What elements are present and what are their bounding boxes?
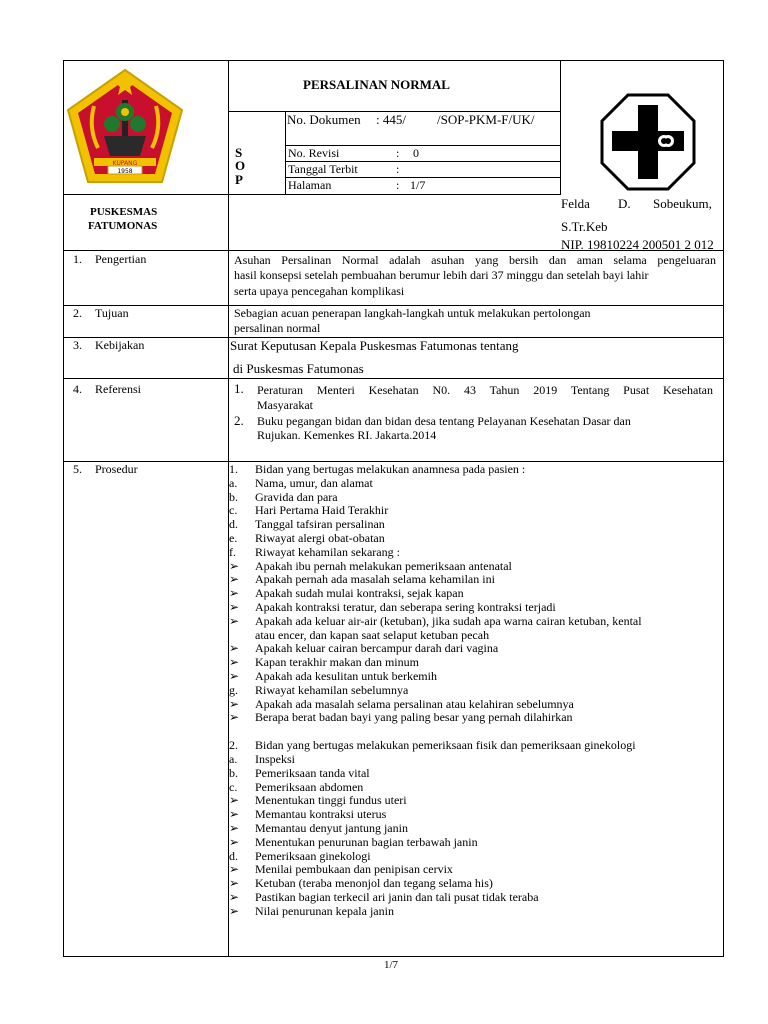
- list-item-text: Bidan yang bertugas melakukan pemeriksaan fisik dan pemeriksaan ginekologi: [255, 738, 636, 753]
- list-marker: d.: [229, 517, 238, 532]
- list-marker: f.: [229, 544, 236, 559]
- list-item-text: Apakah kontraksi teratur, dan seberapa sering kontraksi terjadi: [255, 599, 556, 614]
- kebijakan-num: 3.: [73, 338, 82, 352]
- halaman-colon: :: [396, 178, 400, 192]
- list-item-text: Apakah sudah mulai kontraksi, sejak kapan: [255, 586, 464, 601]
- no-dokumen-value: : 445/: [376, 112, 406, 127]
- prosedur-list-item: [229, 905, 719, 919]
- prosedur-list-item: [229, 656, 719, 670]
- kebijakan-line-2: di Puskesmas Fatumonas: [233, 361, 364, 376]
- prosedur-list-item: [229, 615, 719, 643]
- arrow-bullet-icon: ➢: [229, 889, 240, 904]
- prosedur-list-item: [229, 781, 719, 795]
- prosedur-list-item: [229, 560, 719, 574]
- prosedur-list-item: [229, 463, 719, 477]
- tanggal-terbit-label: Tanggal Terbit: [288, 162, 358, 176]
- arrow-bullet-icon: ➢: [229, 655, 240, 670]
- list-item-text: Apakah pernah ada masalah selama kehamilan ini: [255, 572, 495, 587]
- tujuan-label: Tujuan: [95, 306, 129, 320]
- prosedur-list: [229, 463, 719, 919]
- list-item-text: Apakah ada kesulitan untuk berkemih: [255, 668, 437, 683]
- arrow-bullet-icon: ➢: [229, 586, 240, 601]
- arrow-bullet-icon: ➢: [229, 558, 240, 573]
- prosedur-list-item: [229, 794, 719, 808]
- puskesmas-cross-logo: [600, 93, 696, 191]
- list-marker: a.: [229, 475, 238, 490]
- list-marker: d.: [229, 848, 238, 863]
- prosedur-list-item: [229, 532, 719, 546]
- list-item-text: Memantau denyut jantung janin: [255, 820, 408, 835]
- arrow-bullet-icon: ➢: [229, 613, 240, 628]
- list-item-text: Pastikan bagian terkecil ari janin dan tali pusat tidak teraba: [255, 889, 539, 904]
- list-item-text: Apakah ibu pernah melakukan pemeriksaan antenatal: [255, 558, 512, 573]
- no-revisi-label: No. Revisi: [288, 146, 340, 160]
- arrow-bullet-icon: ➢: [229, 876, 240, 891]
- prosedur-list-item: [229, 546, 719, 560]
- referensi-item-1-line-1: Peraturan Menteri Kesehatan N0. 43 Tahun 2019 Tentang Pusat Kesehatan: [257, 383, 713, 397]
- tujuan-line-2: persalinan normal: [234, 321, 321, 335]
- sop-letter-p: P: [235, 172, 243, 187]
- no-dokumen-label: No. Dokumen: [287, 112, 361, 127]
- prosedur-list-item: [229, 739, 719, 753]
- prosedur-num: 5.: [73, 462, 82, 476]
- no-revisi-value: 0: [413, 146, 419, 160]
- prosedur-list-item: [229, 518, 719, 532]
- list-item-text: Bidan yang bertugas melakukan anamnesa pada pasien :: [255, 462, 526, 476]
- halaman-value: 1/7: [410, 178, 426, 192]
- arrow-bullet-icon: ➢: [229, 820, 240, 835]
- pengertian-line-1: Asuhan Persalinan Normal adalah asuhan yang bersih dan aman selama pengeluaran: [234, 253, 716, 267]
- halaman-label: Halaman: [288, 178, 332, 192]
- prosedur-list-item: [229, 822, 719, 836]
- pengertian-line-2: hasil konsepsi setelah pembuahan berumur lebih dari 37 minggu dan setelah bayi lahir: [234, 268, 649, 282]
- no-dokumen-suffix: /SOP-PKM-F/UK/: [437, 112, 535, 127]
- list-item-text: Menilai pembukaan dan penipisan cervix: [255, 862, 453, 877]
- signer-first: Felda: [561, 196, 590, 211]
- list-item-text: Pemeriksaan tanda vital: [255, 765, 370, 780]
- prosedur-label: Prosedur: [95, 462, 138, 476]
- signer-last: Sobeukum,: [653, 196, 712, 211]
- referensi-label: Referensi: [95, 382, 141, 396]
- svg-text:KUPANG: KUPANG: [112, 160, 138, 167]
- pengertian-num: 1.: [73, 252, 82, 266]
- prosedur-list-item: [229, 670, 719, 684]
- prosedur-list-item: [229, 491, 719, 505]
- arrow-bullet-icon: ➢: [229, 641, 240, 656]
- svg-text:1958: 1958: [117, 168, 133, 175]
- signer-nip: NIP. 19810224 200501 2 012: [561, 237, 714, 252]
- kebijakan-line-1: Surat Keputusan Kepala Puskesmas Fatumonas tentang: [230, 338, 519, 353]
- document-title: PERSALINAN NORMAL: [303, 77, 450, 92]
- list-marker: c.: [229, 779, 238, 794]
- list-marker: b.: [229, 489, 238, 504]
- prosedur-list-item: [229, 863, 719, 877]
- prosedur-list-item: [229, 850, 719, 864]
- prosedur-list-item: [229, 477, 719, 491]
- arrow-bullet-icon: ➢: [229, 834, 240, 849]
- referensi-marker-1: 1.: [234, 381, 244, 396]
- list-marker: b.: [229, 765, 238, 780]
- list-item-text: Apakah keluar cairan bercampur darah dari vagina: [255, 641, 499, 656]
- list-item-text: Apakah ada keluar air-air (ketuban), jika sudah apa warna cairan ketuban, kental: [255, 613, 642, 628]
- referensi-item-2-line-2: Rujukan. Kemenkes RI. Jakarta.2014: [257, 428, 437, 442]
- prosedur-list-item: [229, 573, 719, 587]
- signer-title: S.Tr.Keb: [561, 219, 608, 234]
- list-item-text: Nama, umur, dan alamat: [255, 475, 373, 490]
- arrow-bullet-icon: ➢: [229, 696, 240, 711]
- prosedur-list-item: [229, 587, 719, 601]
- arrow-bullet-icon: ➢: [229, 599, 240, 614]
- list-item-text: Berapa berat badan bayi yang paling besar yang pernah dilahirkan: [255, 710, 573, 725]
- sop-letter-o: O: [235, 158, 246, 173]
- arrow-bullet-icon: ➢: [229, 710, 240, 725]
- tanggal-terbit-colon: :: [396, 162, 400, 176]
- list-item-text: Ketuban (teraba menonjol dan tegang selama his): [255, 876, 493, 891]
- pengertian-line-3: serta upaya pencegahan komplikasi: [234, 284, 405, 298]
- sop-letter-s: S: [235, 145, 243, 160]
- list-item-text-cont: atau encer, dan kapan saat selaput ketuban pecah: [255, 627, 490, 642]
- no-revisi-colon: :: [396, 146, 400, 160]
- prosedur-list-item: [229, 642, 719, 656]
- list-item-text: Menentukan penurunan bagian terbawah janin: [255, 834, 478, 849]
- list-item-text: Gravida dan para: [255, 489, 338, 504]
- list-marker: c.: [229, 503, 238, 518]
- org-name-line2: FATUMONAS: [88, 220, 158, 232]
- list-item-text: Pemeriksaan abdomen: [255, 779, 364, 794]
- prosedur-list-item: [229, 767, 719, 781]
- puskesmas-logo: [64, 66, 186, 186]
- list-item-text: Memantau kontraksi uterus: [255, 807, 387, 822]
- list-marker: g.: [229, 682, 238, 697]
- list-marker: 2.: [229, 738, 238, 753]
- list-item-text: Menentukan tinggi fundus uteri: [255, 793, 407, 808]
- list-item-text: Riwayat kehamilan sekarang :: [255, 544, 400, 559]
- prosedur-list-item: [229, 891, 719, 905]
- page-number: 1/7: [384, 959, 399, 971]
- referensi-num: 4.: [73, 382, 82, 396]
- prosedur-list-item: [229, 808, 719, 822]
- list-item-text: Inspeksi: [255, 751, 295, 766]
- arrow-bullet-icon: ➢: [229, 572, 240, 587]
- list-item-text: Riwayat alergi obat-obatan: [255, 530, 385, 545]
- arrow-bullet-icon: ➢: [229, 668, 240, 683]
- list-item-text: Riwayat kehamilan sebelumnya: [255, 682, 409, 697]
- list-marker: a.: [229, 751, 238, 766]
- pengertian-label: Pengertian: [95, 252, 147, 266]
- arrow-bullet-icon: ➢: [229, 793, 240, 808]
- arrow-bullet-icon: ➢: [229, 862, 240, 877]
- list-item-text: Kapan terakhir makan dan minum: [255, 655, 419, 670]
- arrow-bullet-icon: ➢: [229, 903, 240, 918]
- prosedur-list-item: [229, 725, 719, 739]
- prosedur-list-item: [229, 753, 719, 767]
- referensi-marker-2: 2.: [234, 413, 244, 428]
- prosedur-list-item: [229, 836, 719, 850]
- list-item-text: Tanggal tafsiran persalinan: [255, 517, 385, 532]
- list-marker: 1.: [229, 462, 238, 476]
- list-marker: e.: [229, 530, 238, 545]
- prosedur-list-item: [229, 698, 719, 712]
- referensi-item-1-line-2: Masyarakat: [257, 398, 313, 412]
- list-item-text: Nilai penurunan kepala janin: [255, 903, 394, 918]
- prosedur-list-item: [229, 504, 719, 518]
- tujuan-num: 2.: [73, 306, 82, 320]
- list-item-text: Apakah ada masalah selama persalinan atau kelahiran sebelumnya: [255, 696, 574, 711]
- signer-mid: D.: [618, 196, 631, 211]
- tujuan-line-1: Sebagian acuan penerapan langkah-langkah untuk melakukan pertolongan: [234, 306, 591, 320]
- prosedur-list-item: [229, 684, 719, 698]
- org-name-line1: PUSKESMAS: [90, 206, 158, 218]
- prosedur-list-item: [229, 877, 719, 891]
- prosedur-list-item: [229, 601, 719, 615]
- arrow-bullet-icon: ➢: [229, 807, 240, 822]
- kebijakan-label: Kebijakan: [95, 338, 145, 352]
- prosedur-list-item: [229, 711, 719, 725]
- list-item-text: Hari Pertama Haid Terakhir: [255, 503, 389, 518]
- list-item-text: Pemeriksaan ginekologi: [255, 848, 371, 863]
- referensi-item-2-line-1: Buku pegangan bidan dan bidan desa tentang Pelayanan Kesehatan Dasar dan: [257, 414, 631, 428]
